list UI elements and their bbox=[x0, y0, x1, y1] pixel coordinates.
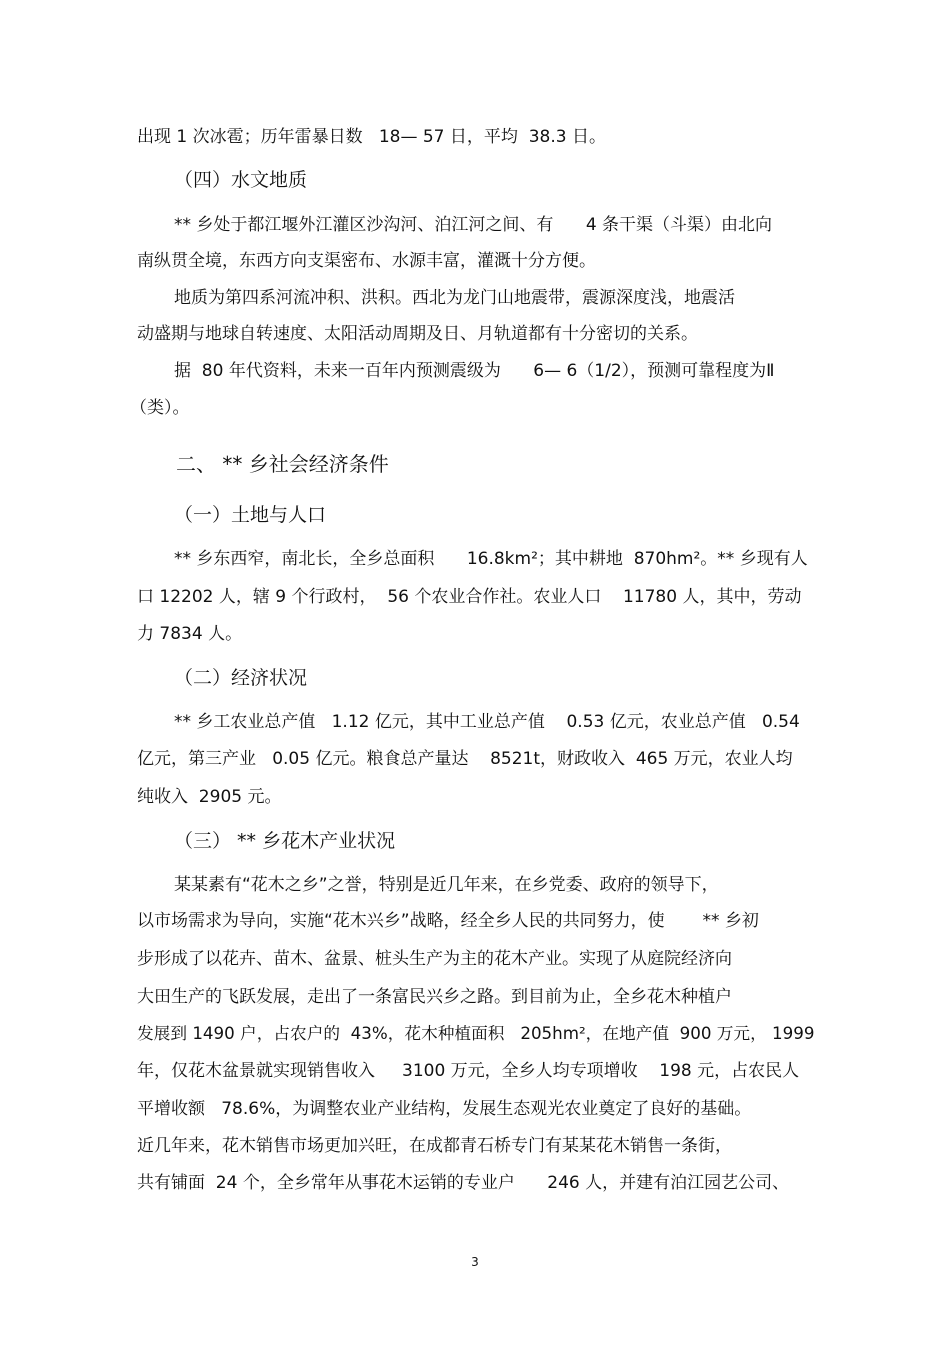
body-line: ** 乡东西窄，南北长，全乡总面积 16.8km²；其中耕地 870hm²。** 乡现有人 bbox=[174, 549, 808, 569]
section-heading: （四）水文地质 bbox=[174, 169, 308, 191]
body-line: 出现 1 次冰雹；历年雷暴日数 18— 57 日，平均 38.3 日。 bbox=[137, 127, 606, 147]
body-line: 年，仅花木盆景就实现销售收入 3100 万元，全乡人均专项增收 198 元，占农民人 bbox=[137, 1061, 800, 1081]
chapter-heading: 二、 ** 乡社会经济条件 bbox=[176, 452, 389, 476]
body-line: 地质为第四系河流冲积、洪积。西北为龙门山地震带，震源深度浅，地震活 bbox=[174, 288, 735, 308]
body-line: ** 乡处于都江堰外江灌区沙沟河、泊江河之间、有 4 条干渠（斗渠）由北向 bbox=[174, 215, 773, 235]
body-line: ** 乡工农业总产值 1.12 亿元，其中工业总产值 0.53 亿元，农业总产值 0.54 bbox=[174, 712, 800, 732]
body-line: 动盛期与地球自转速度、太阳活动周期及日、月轨道都有十分密切的关系。 bbox=[137, 324, 698, 344]
body-line: 平增收额 78.6%，为调整农业产业结构，发展生态观光农业奠定了良好的基础。 bbox=[137, 1099, 752, 1119]
body-line: 口 12202 人，辖 9 个行政村， 56 个农业合作社。农业人口 11780 人，其中，劳动 bbox=[137, 587, 802, 607]
body-line: 据 80 年代资料，未来一百年内预测震级为 6— 6（1/2），预测可靠程度为Ⅱ bbox=[174, 361, 775, 381]
body-line: 纯收入 2905 元。 bbox=[137, 787, 282, 807]
body-line: 共有铺面 24 个，全乡常年从事花木运销的专业户 246 人，并建有泊江园艺公司、 bbox=[137, 1173, 790, 1193]
body-line: 以市场需求为导向，实施“花木兴乡”战略，经全乡人民的共同努力，使 ** 乡初 bbox=[137, 911, 759, 931]
body-line: （类）。 bbox=[130, 398, 190, 418]
body-line: 亿元，第三产业 0.05 亿元。粮食总产量达 8521t，财政收入 465 万元，农业人均 bbox=[137, 749, 793, 769]
body-line: 发展到 1490 户，占农户的 43%，花木种植面积 205hm²，在地产值 900 万元， 1999 bbox=[137, 1024, 815, 1043]
body-line: 步形成了以花卉、苗木、盆景、桩头生产为主的花木产业。实现了从庭院经济向 bbox=[137, 949, 732, 969]
section-heading: （三） ** 乡花木产业状况 bbox=[174, 830, 396, 852]
body-line: 力 7834 人。 bbox=[137, 624, 243, 644]
body-line: 南纵贯全境，东西方向支渠密布、水源丰富，灌溉十分方便。 bbox=[137, 251, 596, 271]
section-heading: （一）土地与人口 bbox=[174, 504, 327, 526]
page-number: 3 bbox=[471, 1255, 479, 1269]
body-line: 大田生产的飞跃发展，走出了一条富民兴乡之路。到目前为止，全乡花木种植户 bbox=[137, 987, 732, 1007]
body-line: 近几年来，花木销售市场更加兴旺，在成都青石桥专门有某某花木销售一条街， bbox=[137, 1136, 732, 1156]
body-line: 某某素有“花木之乡”之誉，特别是近几年来，在乡党委、政府的领导下， bbox=[174, 875, 719, 895]
section-heading: （二）经济状况 bbox=[174, 667, 308, 689]
